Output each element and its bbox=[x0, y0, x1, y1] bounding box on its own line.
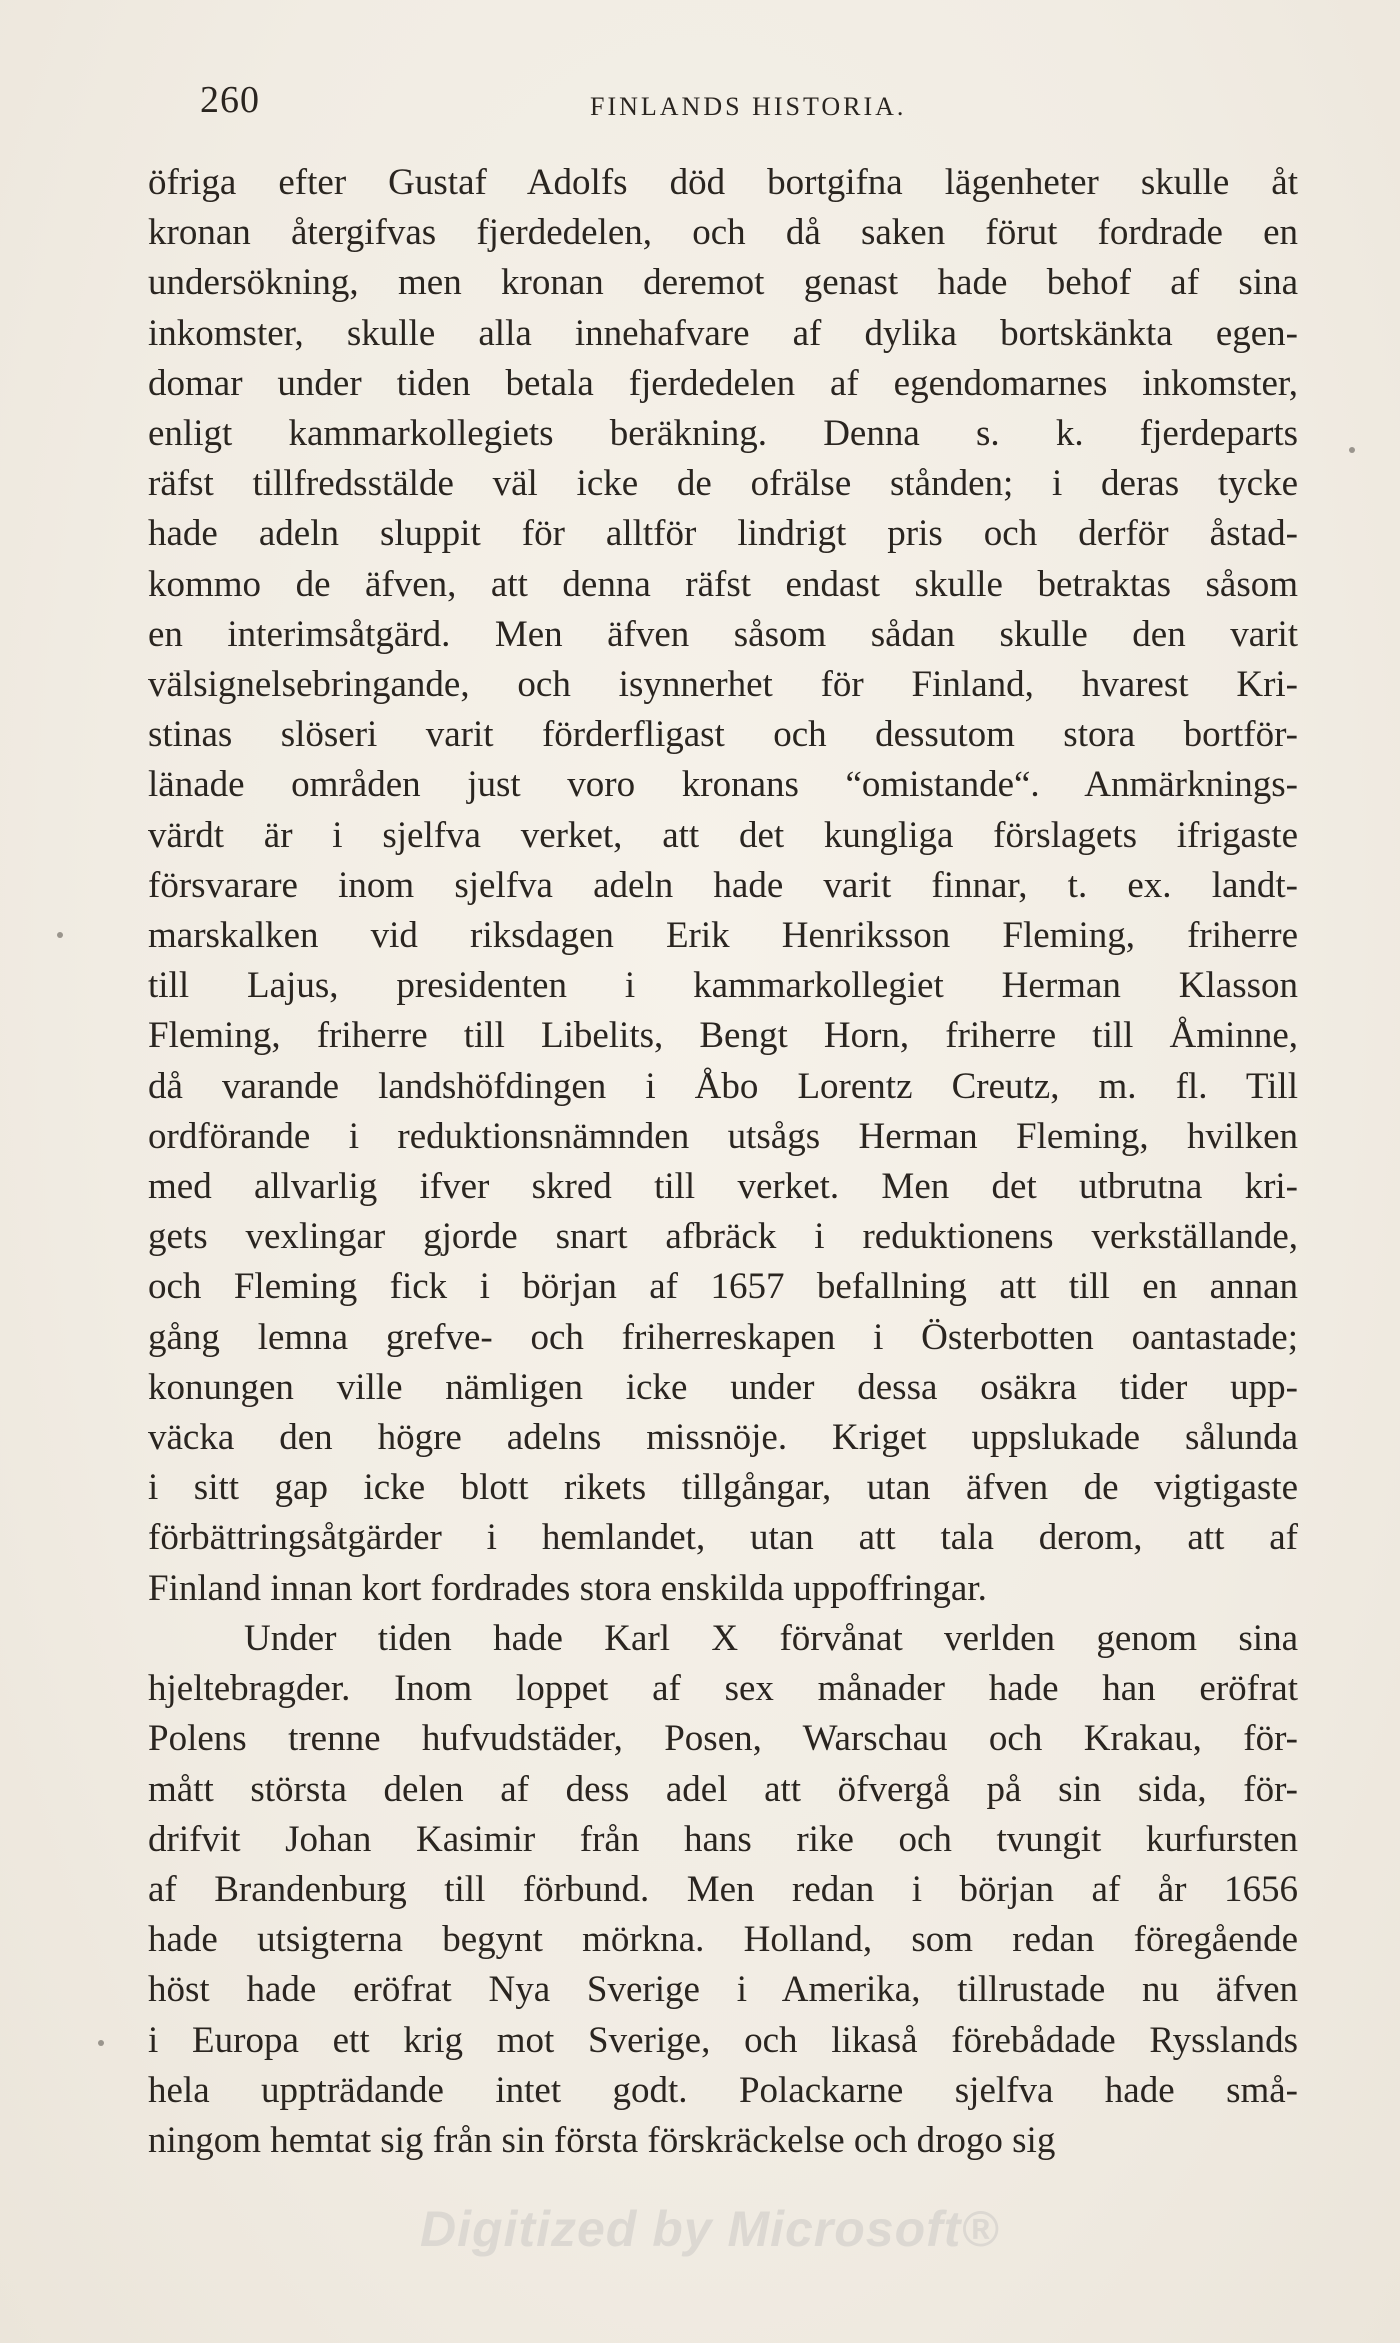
text-line: gets vexlingar gjorde snart afbräck i reduktionens verkställande, bbox=[148, 1216, 1298, 1258]
text-line: höst hade eröfrat Nya Sverige i Amerika, tillrustade nu äfven bbox=[148, 1969, 1298, 2011]
text-line: inkomster, skulle alla innehafvare af dylika bortskänkta egen- bbox=[148, 312, 1298, 354]
margin-mark bbox=[1349, 447, 1355, 453]
text-line: en interimsåtgärd. Men äfven såsom sådan skulle den varit bbox=[148, 613, 1298, 655]
text-line: marskalken vid riksdagen Erik Henriksson Fleming, friherre bbox=[148, 915, 1298, 957]
text-line: gång lemna grefve- och friherreskapen i Österbotten oantastade; bbox=[148, 1316, 1298, 1358]
text-line: enligt kammarkollegiets beräkning. Denna s. k. fjerdeparts bbox=[148, 413, 1298, 455]
margin-mark bbox=[98, 2040, 104, 2046]
margin-mark bbox=[57, 932, 63, 938]
running-title: FINLANDS HISTORIA. bbox=[590, 92, 907, 121]
text-line: öfriga efter Gustaf Adolfs död bortgifna lägenheter skulle åt bbox=[148, 162, 1298, 203]
paragraph-1 bbox=[148, 158, 1298, 1614]
page-header bbox=[200, 78, 1330, 128]
text-line: förbättringsåtgärder i hemlandet, utan att tala derom, att af bbox=[148, 1517, 1298, 1559]
text-line: hjeltebragder. Inom loppet af sex månader hade han eröfrat bbox=[148, 1668, 1298, 1710]
paragraph-2 bbox=[148, 1614, 1298, 2166]
text-line: Fleming, friherre till Libelits, Bengt Horn, friherre till Åminne, bbox=[148, 1015, 1298, 1057]
text-line: värdt är i sjelfva verket, att det kungliga förslagets ifrigaste bbox=[148, 814, 1298, 856]
text-line: väcka den högre adelns missnöje. Kriget uppslukade sålunda bbox=[148, 1417, 1298, 1459]
text-line: hade adeln sluppit för alltför lindrigt pris och derför åstad- bbox=[148, 513, 1298, 555]
page-number: 260 bbox=[200, 79, 260, 121]
text-line: då varande landshöfdingen i Åbo Lorentz Creutz, m. fl. Till bbox=[148, 1065, 1298, 1107]
text-line: med allvarlig ifver skred till verket. Men det utbrutna kri- bbox=[148, 1166, 1298, 1208]
text-line: Polens trenne hufvudstäder, Posen, Warschau och Krakau, för- bbox=[148, 1718, 1298, 1760]
text-line: hela uppträdande intet godt. Polackarne sjelfva hade små- bbox=[148, 2069, 1298, 2111]
text-line: ningom hemtat sig från sin första förskräckelse och drogo sig bbox=[148, 2119, 1056, 2161]
text-line: till Lajus, presidenten i kammarkollegiet Herman Klasson bbox=[148, 965, 1298, 1007]
text-line: undersökning, men kronan deremot genast hade behof af sina bbox=[148, 262, 1298, 304]
text-line: i sitt gap icke blott rikets tillgångar, utan äfven de vigtigaste bbox=[148, 1467, 1298, 1509]
body-text bbox=[148, 158, 1298, 2166]
text-line: i Europa ett krig mot Sverige, och likaså förebådade Rysslands bbox=[148, 2019, 1298, 2061]
text-line: domar under tiden betala fjerdedelen af egendomarnes inkomster, bbox=[148, 362, 1298, 404]
text-line: välsignelsebringande, och isynnerhet för Finland, hvarest Kri- bbox=[148, 664, 1298, 706]
text-line: kronan återgifvas fjerdedelen, och då saken förut fordrade en bbox=[148, 212, 1298, 254]
text-line: kommo de äfven, att denna räfst endast skulle betraktas såsom bbox=[148, 563, 1298, 605]
text-line: Finland innan kort fordrades stora enskilda uppoffringar. bbox=[148, 1567, 987, 1609]
text-line: drifvit Johan Kasimir från hans rike och tvungit kurfursten bbox=[148, 1818, 1298, 1860]
text-line: Under tiden hade Karl X förvånat verlden genom sina bbox=[244, 1617, 1298, 1659]
text-line: länade områden just voro kronans “omistande“. Anmärknings- bbox=[148, 764, 1298, 806]
text-line: räfst tillfredsstälde väl icke de ofrälse stånden; i deras tycke bbox=[148, 463, 1298, 505]
text-line: ordförande i reduktionsnämnden utsågs Herman Fleming, hvilken bbox=[148, 1115, 1298, 1157]
text-line: försvarare inom sjelfva adeln hade varit finnar, t. ex. landt- bbox=[148, 864, 1298, 906]
digitization-watermark: Digitized by Microsoft® bbox=[420, 2201, 1000, 2257]
text-line: och Fleming fick i början af 1657 befallning att till en annan bbox=[148, 1266, 1298, 1308]
text-line: mått största delen af dess adel att öfvergå på sin sida, för- bbox=[148, 1768, 1298, 1810]
text-line: af Brandenburg till förbund. Men redan i början af år 1656 bbox=[148, 1868, 1298, 1910]
text-line: hade utsigterna begynt mörkna. Holland, som redan föregående bbox=[148, 1919, 1298, 1961]
text-line: stinas slöseri varit förderfligast och dessutom stora bortför- bbox=[148, 714, 1298, 756]
text-line: konungen ville nämligen icke under dessa osäkra tider upp- bbox=[148, 1366, 1298, 1408]
